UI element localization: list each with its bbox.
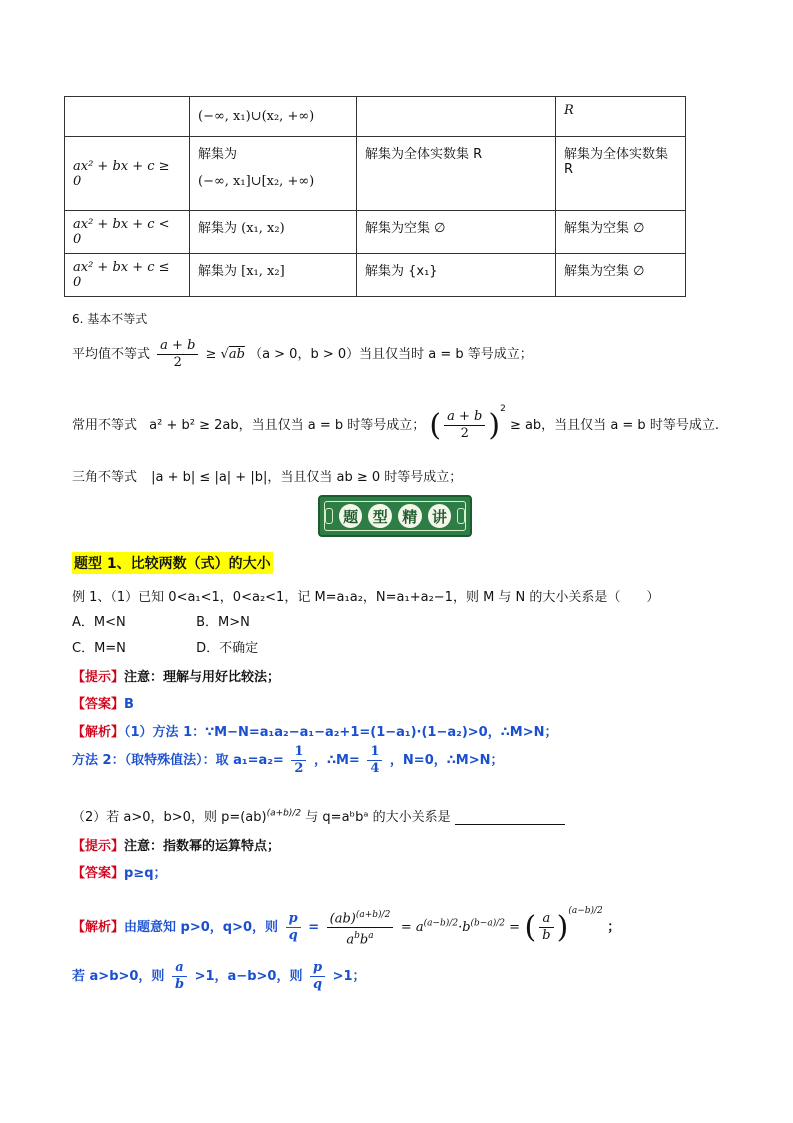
common-condition: ≥ ab，当且仅当 a = b 时等号成立.	[509, 418, 719, 433]
hint-tag: 【提示】	[72, 839, 125, 854]
table-row	[65, 97, 686, 137]
answer-blank	[455, 824, 565, 825]
interval-expr: (−∞, x₁)∪(x₂, +∞)	[198, 109, 315, 124]
fraction: $\frac{(ab)^{(a+b)/2}}{a^bb^a}$	[327, 907, 394, 949]
banner-char: 题	[339, 504, 363, 528]
option-d: D．不确定	[196, 641, 259, 656]
interval-expr: (x₁, x₂)	[241, 221, 285, 236]
mean-label: 平均值不等式	[72, 347, 151, 362]
table-cell: R	[556, 97, 686, 137]
solution-2: 【解析】由题意知 p>0，q>0，则 $\frac{p}{q}$ = $\frac{(ab)^{(a+b)/2}}{a^bb^a}$ = $a^{(a-b)/2}\cdot b^{(b-a)/2}$ = ( $\frac{a}{b}$ )$^{(a-b)/2}$ ；	[72, 906, 621, 948]
common-expr: a² + b² ≥ 2ab，当且仅当 a = b 时等号成立；	[149, 418, 426, 433]
table-cell	[190, 137, 357, 211]
answer	[72, 862, 167, 881]
table-row	[65, 211, 686, 254]
fraction: $\frac{a}{b}$	[539, 911, 553, 944]
mean-inequality	[72, 338, 533, 371]
solution-text: 方法 2：（取特殊值法）：取 a₁=a₂=	[72, 753, 284, 768]
table-cell	[190, 211, 357, 254]
solution-text: ，∴M=	[313, 753, 360, 768]
question-text: （2）若 a>0，b>0，则 p=(ab)	[72, 810, 267, 825]
solution	[72, 721, 557, 740]
options-row	[72, 611, 250, 630]
solution-text: >1；	[332, 969, 366, 984]
section-banner	[318, 495, 472, 537]
table-cell: 解集为全体实数集 R	[357, 137, 556, 211]
answer	[72, 693, 134, 712]
table-cell: 解集为空集 ∅	[357, 211, 556, 254]
hint-text: 注意：指数幂的运算特点；	[124, 839, 281, 854]
cell-label: 解集为	[198, 221, 238, 236]
options-row	[72, 637, 258, 656]
sqrt-expr: ≥ √ab	[205, 347, 245, 362]
fraction: $\frac{1}{2}$	[291, 744, 306, 777]
table-row	[65, 137, 686, 211]
solution-text: ；	[607, 920, 621, 935]
fraction: $\frac{p}{q}$	[286, 911, 301, 944]
example-question: 例 1、（1）已知 0<a₁<1，0<a₂<1，记 M=a₁a₂，N=a₁+a₂−1，则 M 与 N 的大小关系是（ ）	[72, 590, 660, 605]
banner-char: 型	[368, 504, 392, 528]
solution-text: ，N=0，∴M>N；	[389, 753, 504, 768]
hint	[72, 666, 280, 685]
hint-text: 注意：理解与用好比较法；	[124, 670, 281, 685]
type-title: 题型 1、比较两数（式）的大小	[72, 552, 273, 574]
interval-expr: (−∞, x₁]∪[x₂, +∞)	[198, 174, 315, 189]
table-cell: 解集为空集 ∅	[556, 254, 686, 297]
question-text: 与 q=aᵇbᵃ 的大小关系是	[305, 810, 451, 825]
answer-text: p≥q；	[124, 866, 167, 881]
solution-text: >1，a−b>0，则	[194, 969, 303, 984]
answer-tag: 【答案】	[72, 866, 125, 881]
ornament-icon	[457, 508, 465, 524]
table-cell	[190, 97, 357, 137]
banner-char: 讲	[428, 504, 452, 528]
solution-text: 若 a>b>0，则	[72, 969, 165, 984]
solution-tag: 【解析】	[72, 725, 125, 740]
solution-text: （1）方法 1：∵M−N=a₁a₂−a₁−a₂+1=(1−a₁)·(1−a₂)>0，∴M>N；	[124, 725, 558, 740]
tri-expr: |a + b| ≤ |a| + |b|，当且仅当 ab ≥ 0 时等号成立；	[151, 470, 463, 485]
option-a: A．M<N	[72, 615, 126, 630]
hint-tag: 【提示】	[72, 670, 125, 685]
interval-expr: [x₁, x₂]	[241, 264, 285, 279]
table-cell: 解集为空集 ∅	[556, 211, 686, 254]
hint	[72, 835, 280, 854]
table-row	[65, 254, 686, 297]
inequality-table	[64, 96, 686, 297]
fraction: $\frac{p}{q}$	[310, 960, 325, 993]
answer-tag: 【答案】	[72, 697, 125, 712]
ornament-icon	[325, 508, 333, 524]
solution-text: 由题意知 p>0，q>0，则	[124, 920, 279, 935]
section-heading: 6. 基本不等式	[72, 312, 148, 326]
table-cell	[357, 97, 556, 137]
tri-label: 三角不等式	[72, 470, 138, 485]
solution-conclusion	[72, 960, 366, 993]
fraction: $\frac{1}{4}$	[367, 744, 382, 777]
fraction: $\frac{a + b}{2}$	[444, 409, 485, 442]
option-b: B．M>N	[196, 615, 250, 630]
fraction: $\frac{a + b}{2}$	[157, 338, 198, 371]
table-cell	[190, 254, 357, 297]
answer-text: B	[124, 697, 134, 712]
common-inequality: 常用不等式 a² + b² ≥ 2ab，当且仅当 a = b 时等号成立； ( $\frac{a + b}{2}$ )$^2$ ≥ ab，当且仅当 a = b 时等号成立.	[72, 404, 719, 443]
banner-char: 精	[398, 504, 422, 528]
question-2: （2）若 a>0，b>0，则 p=(ab)$^{(a+b)/2}$ 与 q=aᵇbᵃ 的大小关系是	[72, 806, 565, 825]
cell-label: 解集为	[198, 264, 238, 279]
fraction: $\frac{a}{b}$	[172, 960, 187, 993]
mean-condition: （a > 0，b > 0）当且仅当时 a = b 等号成立；	[249, 347, 533, 362]
option-c: C．M=N	[72, 641, 126, 656]
cell-label: 解集为	[198, 147, 238, 162]
table-cell: ax² + bx + c < 0	[65, 211, 190, 254]
solution-method2	[72, 744, 504, 777]
common-label: 常用不等式	[72, 418, 138, 433]
table-cell: ax² + bx + c ≤ 0	[65, 254, 190, 297]
table-cell: 解集为 {x₁}	[357, 254, 556, 297]
solution-tag: 【解析】	[72, 920, 125, 935]
table-cell	[65, 97, 190, 137]
table-cell: ax² + bx + c ≥ 0	[65, 137, 190, 211]
table-cell: 解集为全体实数集 R	[556, 137, 686, 211]
triangle-inequality	[72, 466, 462, 485]
